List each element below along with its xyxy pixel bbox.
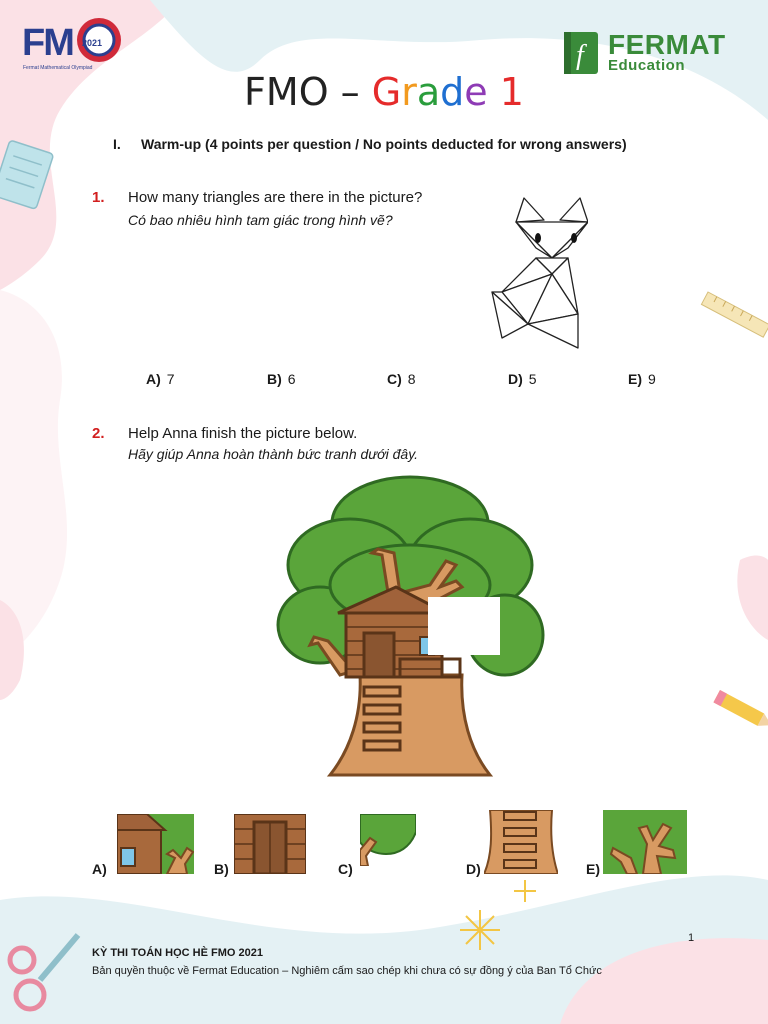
title-grade-word [372, 70, 488, 114]
title-grade-letter: d [440, 70, 465, 114]
title-grade-number: 1 [499, 70, 524, 114]
choice-b[interactable] [267, 371, 296, 387]
choice-letter: C) [387, 371, 402, 387]
question-1-choices [0, 371, 768, 391]
fmo-logo-year: 2021 [82, 38, 103, 48]
option-e-label: E) [586, 861, 600, 877]
treehouse-picture [270, 475, 550, 785]
question-2-number: 2. [92, 425, 105, 442]
question-1-number: 1. [92, 189, 105, 206]
option-c-piece[interactable] [360, 814, 416, 866]
fox-triangle-figure [488, 192, 588, 352]
choice-value: 8 [407, 371, 416, 387]
choice-letter: B) [267, 371, 282, 387]
title-grade-letter: r [401, 70, 417, 114]
choice-letter: A) [146, 371, 161, 387]
title-grade-letter: G [371, 70, 402, 114]
choice-value: 9 [648, 371, 656, 387]
choice-c[interactable] [387, 371, 416, 387]
page-title [0, 70, 768, 114]
option-b-label: B) [214, 861, 229, 877]
title-prefix: FMO – [244, 70, 372, 114]
fmo-logo-text: FM [22, 22, 73, 64]
footer-exam-title: KỲ THI TOÁN HỌC HÈ FMO 2021 [92, 947, 263, 959]
fermat-brand-sub: Education [608, 57, 686, 74]
choice-value: 7 [166, 371, 175, 387]
page-number: 1 [688, 932, 695, 944]
fermat-glyph: f [576, 40, 584, 71]
choice-value: 5 [528, 371, 537, 387]
question-1-translation: Có bao nhiêu hình tam giác trong hình vẽ? [128, 212, 393, 228]
choice-a[interactable] [146, 371, 175, 387]
section-number: I. [113, 136, 121, 152]
fmo-logo [22, 14, 126, 74]
footer-copyright: Bản quyền thuộc về Fermat Education – Nghiêm cấm sao chép khi chưa có sự đồng ý của Ban Tổ Chức [92, 965, 602, 977]
option-e-piece[interactable] [603, 810, 687, 874]
fmo-logo-subtitle: Fermat Mathematical Olympiad [23, 65, 93, 71]
choice-d[interactable] [508, 371, 537, 387]
option-b-piece[interactable] [234, 814, 306, 874]
section-label: Warm-up (4 points per question / No points deducted for wrong answers) [141, 136, 627, 152]
fermat-brand-name: FERMAT [608, 29, 726, 60]
section-header [113, 136, 627, 152]
option-a-label: A) [92, 861, 107, 877]
option-c-label: C) [338, 861, 353, 877]
question-2-translation: Hãy giúp Anna hoàn thành bức tranh dưới đây. [128, 446, 419, 462]
choice-e[interactable] [628, 371, 656, 387]
question-1-text: How many triangles are there in the picture? [128, 189, 423, 206]
choice-letter: D) [508, 371, 523, 387]
title-grade-letter: e [464, 70, 488, 114]
title-grade-letter: a [416, 70, 441, 114]
option-a-piece[interactable] [117, 814, 194, 874]
question-2-text: Help Anna finish the picture below. [128, 425, 358, 442]
option-d-piece[interactable] [484, 810, 558, 874]
choice-value: 6 [287, 371, 296, 387]
option-d-label: D) [466, 861, 481, 877]
choice-letter: E) [628, 371, 642, 387]
